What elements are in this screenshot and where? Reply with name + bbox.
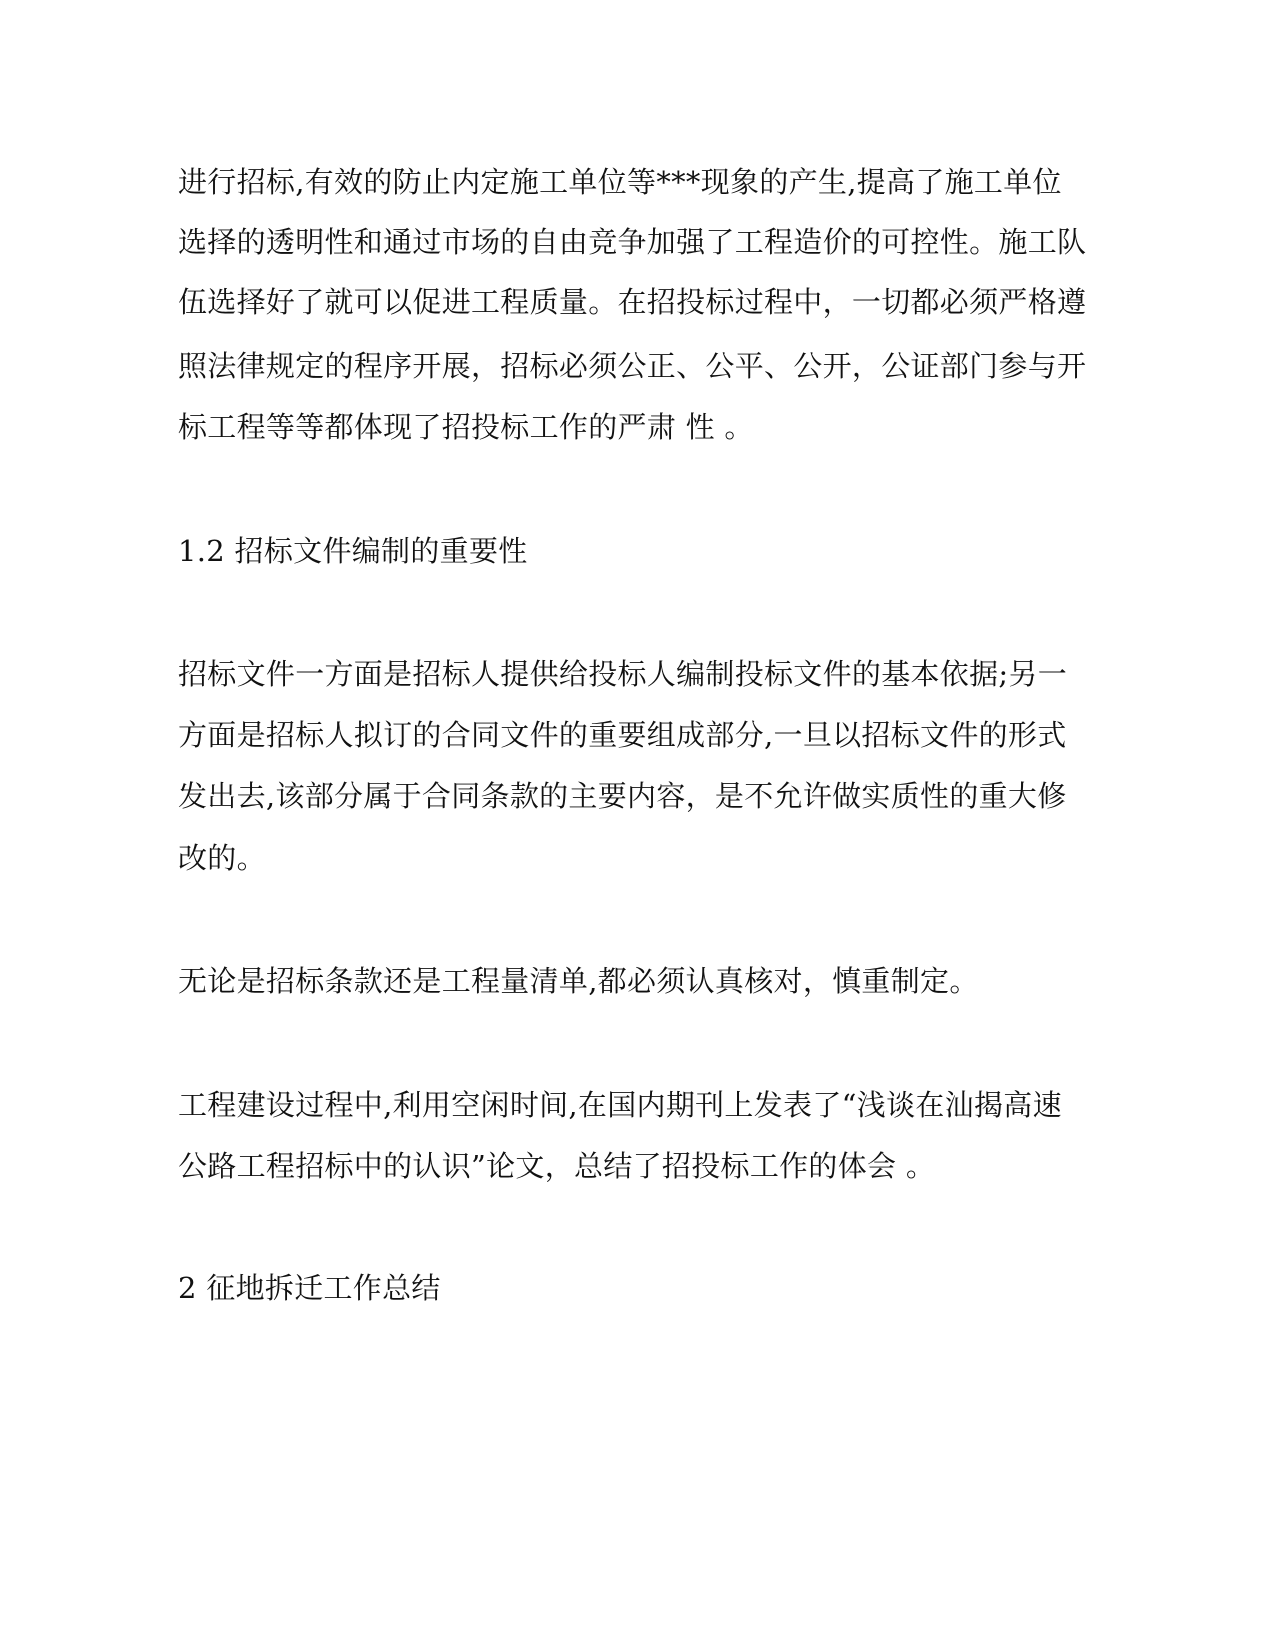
paragraph-2-line-3: 发出去,该部分属于合同条款的主要内容，是不允许做实质性的重大修: [178, 779, 1067, 813]
paragraph-3-line-1: 无论是招标条款还是工程量清单,都必须认真核对，慎重制定。: [178, 964, 979, 998]
paragraph-2-line-2: 方面是招标人拟订的合同文件的重要组成部分,一旦以招标文件的形式: [178, 718, 1067, 752]
paragraph-1-line-2: 选择的透明性和通过市场的自由竞争加强了工程造价的可控性。施工队: [178, 225, 1087, 259]
paragraph-1-line-5: 标工程等等都体现了招投标工作的严肃 性 。: [178, 410, 754, 444]
paragraph-1-line-1: 进行招标,有效的防止内定施工单位等***现象的产生,提高了施工单位: [178, 165, 1062, 199]
section-heading-1-2: 1.2 招标文件编制的重要性: [178, 534, 528, 568]
paragraph-1-line-3: 伍选择好了就可以促进工程质量。在招投标过程中，一切都必须严格遵: [178, 285, 1087, 319]
paragraph-2-line-1: 招标文件一方面是招标人提供给投标人编制投标文件的基本依据;另一: [178, 657, 1068, 691]
paragraph-1-line-4: 照法律规定的程序开展，招标必须公正、公平、公开，公证部门参与开: [178, 349, 1087, 383]
paragraph-2-line-4: 改的。: [178, 841, 266, 875]
paragraph-4-line-2: 公路工程招标中的认识”论文，总结了招投标工作的体会 。: [178, 1149, 936, 1183]
section-heading-2: 2 征地拆迁工作总结: [178, 1271, 441, 1305]
paragraph-4-line-1: 工程建设过程中,利用空闲时间,在国内期刊上发表了“浅谈在汕揭高速: [178, 1088, 1062, 1122]
